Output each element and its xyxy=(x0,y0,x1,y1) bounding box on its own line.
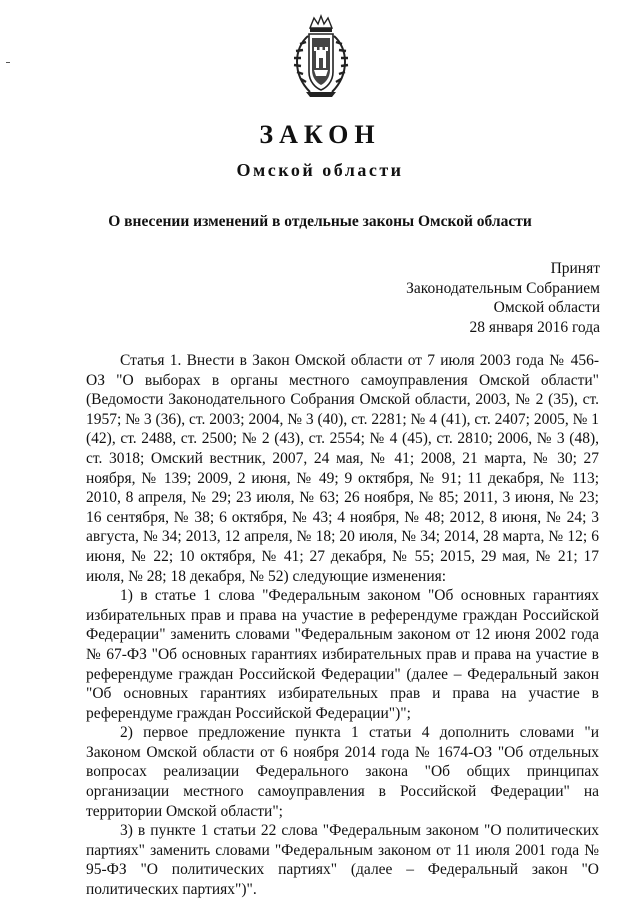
adopted-line: Принят xyxy=(550,260,600,277)
document-title: ЗАКОН xyxy=(259,120,381,149)
amendment-item-3: 3) в пункте 1 статьи 22 слова "Федеральным законом "О политических партиях" заменить словами "Федеральным законом от 11 июля 2001 года № 95-ФЗ "О политических партиях" (далее – Федеральный закон "О политических партиях")". xyxy=(86,822,599,899)
adopted-by-line: Законодательным Собранием xyxy=(406,279,600,297)
amendment-item-2: 2) первое предложение пункта 1 статьи 4 дополнить словами "и Законом Омской области от 6 ноября 2014 года № 1674-ОЗ "Об отдельных вопросах реализации Федерального закона "Об общих принципах организации местного самоуправления в Российской Федерации" на территории Омской области"; xyxy=(86,724,599,820)
article-1-paragraph: Статья 1. Внести в Закон Омской области от 7 июля 2003 года № 456-ОЗ "О выборах в органы местного самоуправления Омской области" (Ведомости Законодательного Собрания Омской области, 2003, № 2 (35), ст. 1957; № 3 (36), ст. 2003; 2004, № 3 (40), ст. 2281; № 4 (41), ст. 2407; 2005, № 1 (42), ст. 2488, ст. 2500; № 2 (43), ст. 2554; № 4 (45), ст. 2810; 2006, № 3 (48), ст. 3018; Омский вестник, 2007, 24 мая, № 41; 2008, 21 марта, № 30; 27 ноября, № 139; 2009, 2 июня, № 49; 9 октября, № 91; 11 декабря, № 113; 2010, 8 апреля, № 29; 23 июля, № 63; 26 ноября, № 85; 2011, 3 июня, № 23; 16 сентября, № 38; 6 октября, № 43; 4 ноября, № 48; 2012, 8 июня, № 24; 3 августа, № 34; 2013, 12 апреля, № 18; 20 июля, № 34; 2014, 28 марта, № 12; 6 июня, № 22; 10 октября, № 41; 27 декабря, № 55; 2015, 29 мая, № 21; 17 июля, № 28; 18 декабря, № 52) следующие изменения: xyxy=(86,352,599,585)
coat-of-arms-emblem xyxy=(288,14,354,100)
adopted-date-line: 28 января 2016 года xyxy=(469,318,600,336)
document-body xyxy=(86,351,599,900)
amendment-item-1: 1) в статье 1 слова "Федеральным законом "Об основных гарантиях избирательных прав и права на участие в референдуме граждан Российской Федерации" заменить словами "Федеральным законом от 12 июня 2002 года № 67-ФЗ "Об основных гарантиях избирательных прав и права на участие в референдуме граждан Российской Федерации" (далее – Федеральный закон "Об основных гарантиях избирательных прав и права на участие в референдуме граждан Российской Федерации")"; xyxy=(86,587,599,722)
document-heading: О внесении изменений в отдельные законы Омской области xyxy=(108,213,532,230)
margin-mark xyxy=(6,62,10,63)
adoption-block xyxy=(406,259,600,337)
adopted-region-line: Омской области xyxy=(493,299,600,316)
document-region: Омской области xyxy=(236,160,404,180)
